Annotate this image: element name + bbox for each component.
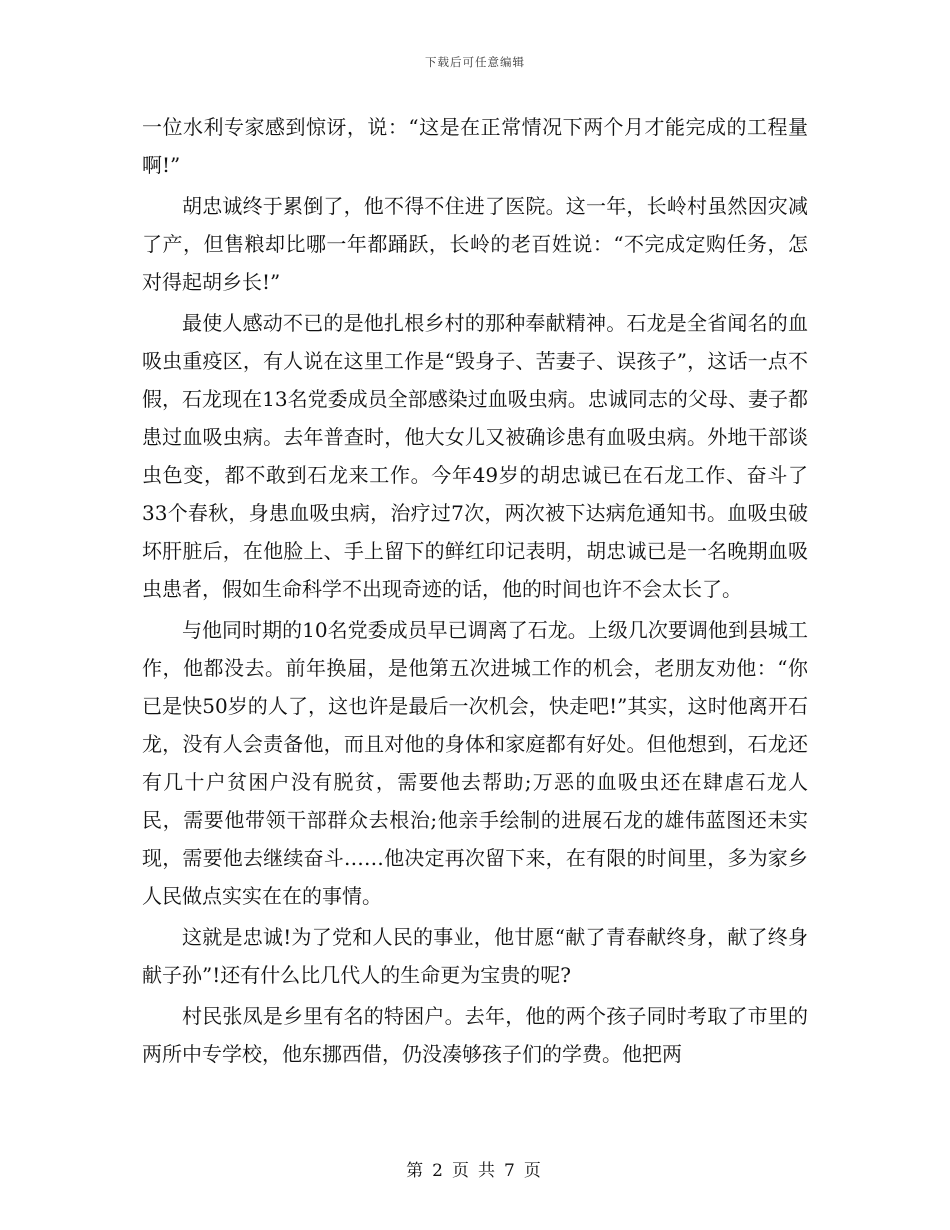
paragraph: 这就是忠诚!为了党和人民的事业，他甘愿“献了青春献终身，献了终身献子孙”!还有什么比几代人的生命更为宝贵的呢?: [142, 925, 808, 987]
current-page-number: 2: [432, 1161, 446, 1181]
paragraph: 一位水利专家感到惊讶，说：“这是在正常情况下两个月才能完成的工程量啊!”: [142, 115, 808, 177]
total-pages-number: 7: [504, 1161, 518, 1181]
total-unit: 页: [523, 1161, 544, 1181]
page-unit: 页: [452, 1161, 472, 1181]
paragraph: 与他同时期的10名党委成员早已调离了石龙。上级几次要调他到县城工作，他都没去。前年换届，是他第五次进城工作的机会，老朋友劝他：“你已是快50岁的人了，这也许是最后一次机会，快走吧!”其实，这时他离开石龙，没有人会责备他，而且对他的身体和家庭都有好处。但他想到，石龙还有几十户贫困户没有脱贫，需要他去帮助;万恶的血吸虫还在肆虐石龙人民，需要他带领干部群众去根治;他亲手绘制的进展石龙的雄伟蓝图还未实现，需要他去继续奋斗……他决定再次留下来，在有限的时间里，多为家乡人民做点实实在在的事情。: [142, 618, 808, 908]
paragraph: 胡忠诚终于累倒了，他不得不住进了医院。这一年，长岭村虽然因灾减了产，但售粮却比哪一年都踊跃，长岭的老百姓说：“不完成定购任务，怎对得起胡乡长!”: [142, 194, 808, 294]
page-footer: [0, 1156, 950, 1181]
page-prefix: 第: [406, 1161, 427, 1181]
page-header: 下载后可任意编辑: [425, 55, 525, 69]
paragraph: 最使人感动不已的是他扎根乡村的那种奉献精神。石龙是全省闻名的血吸虫重疫区，有人说在这里工作是“毁身子、苦妻子、误孩子”，这话一点不假，石龙现在13名党委成员全部感染过血吸虫病。忠诚同志的父母、妻子都患过血吸虫病。去年普查时，他大女儿又被确诊患有血吸虫病。外地干部谈虫色变，都不敢到石龙来工作。今年49岁的胡忠诚已在石龙工作、奋斗了33个春秋，身患血吸虫病，治疗过7次，两次被下达病危通知书。血吸虫破坏肝脏后，在他脸上、手上留下的鲜红印记表明，胡忠诚已是一名晚期血吸虫患者，假如生命科学不出现奇迹的话，他的时间也许不会太长了。: [142, 311, 808, 601]
paragraph: 村民张凤是乡里有名的特困户。去年，他的两个孩子同时考取了市里的两所中专学校，他东挪西借，仍没凑够孩子们的学费。他把两: [142, 1004, 808, 1066]
total-prefix: 共: [478, 1161, 498, 1181]
document-body: [142, 108, 808, 1076]
